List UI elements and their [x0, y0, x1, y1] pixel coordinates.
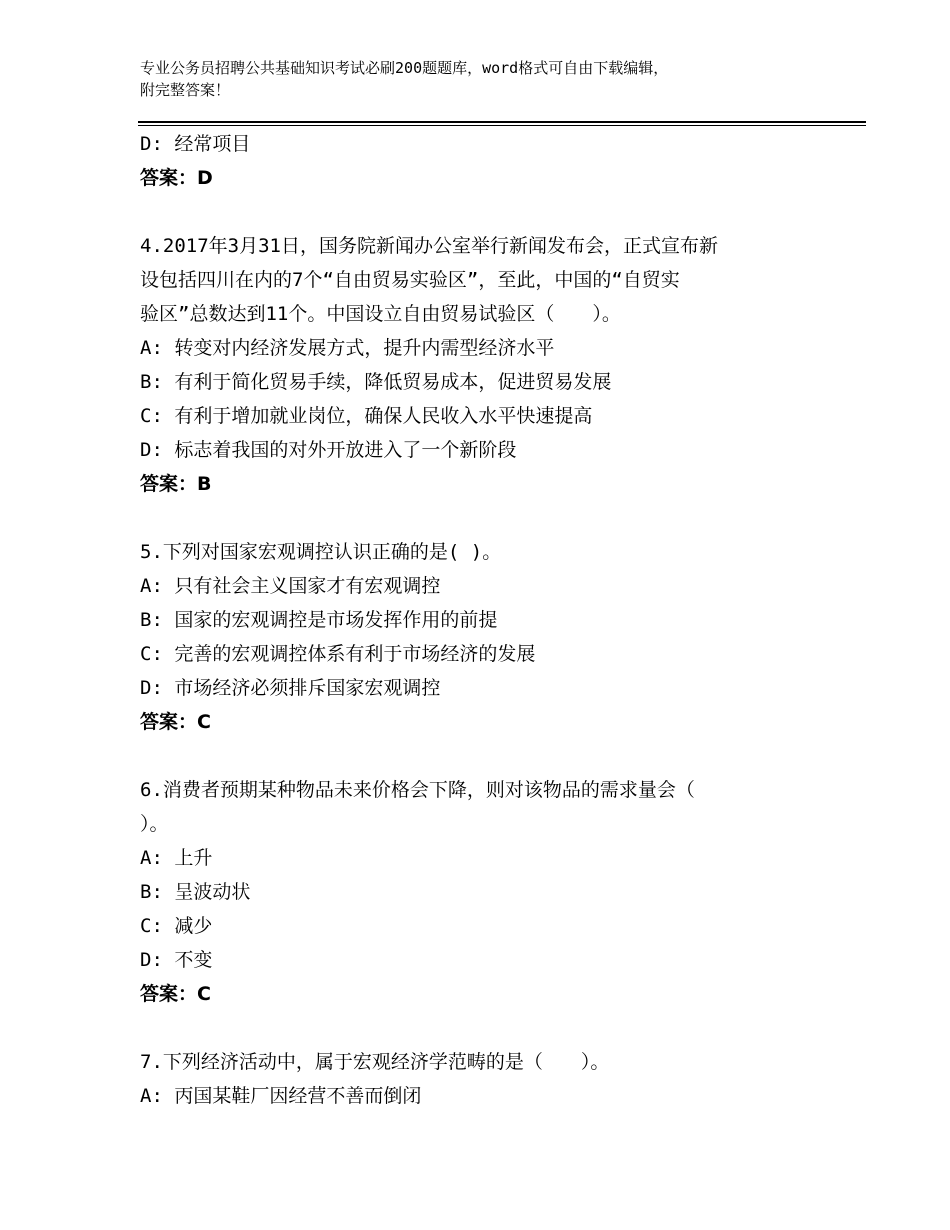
- document-header: [140, 57, 820, 101]
- q5-option-a: A: 只有社会主义国家才有宏观调控: [140, 575, 441, 597]
- q5-option-c: C: 完善的宏观调控体系有利于市场经济的发展: [140, 643, 536, 665]
- q6-option-a: A: 上升: [140, 847, 213, 869]
- q5-option-b: B: 国家的宏观调控是市场发挥作用的前提: [140, 609, 498, 631]
- header-line-2: 附完整答案！: [140, 81, 231, 99]
- header-line-1: 专业公务员招聘公共基础知识考试必刷200题题库，word格式可自由下载编辑，: [140, 59, 669, 77]
- q3-option-d: D: 经常项目: [140, 133, 251, 155]
- q5-text-line-1: 5.下列对国家宏观调控认识正确的是( )。: [140, 541, 502, 563]
- q4-option-d: D: 标志着我国的对外开放进入了一个新阶段: [140, 439, 517, 461]
- q4-option-b: B: 有利于简化贸易手续，降低贸易成本，促进贸易发展: [140, 371, 612, 393]
- q6-option-b: B: 呈波动状: [140, 881, 251, 903]
- header-rule-thick: [138, 121, 866, 123]
- header-rule-thin: [138, 125, 866, 126]
- q5-option-d: D: 市场经济必须排斥国家宏观调控: [140, 677, 441, 699]
- document-body: [140, 127, 810, 1113]
- q4-option-a: A: 转变对内经济发展方式，提升内需型经济水平: [140, 337, 555, 359]
- spacer: [140, 195, 810, 229]
- spacer: [140, 739, 810, 773]
- q4-text-line-3: 验区”总数达到11个。中国设立自由贸易试验区（ ）。: [140, 303, 621, 325]
- q5-answer: 答案：C: [140, 711, 211, 733]
- q4-option-c: C: 有利于增加就业岗位，确保人民收入水平快速提高: [140, 405, 593, 427]
- q4-answer: 答案：B: [140, 473, 212, 495]
- q6-option-c: C: 减少: [140, 915, 213, 937]
- spacer: [140, 501, 810, 535]
- q6-text-line-2: ）。: [140, 813, 169, 835]
- q7-option-a: A: 丙国某鞋厂因经营不善而倒闭: [140, 1085, 422, 1107]
- q4-text-line-2: 设包括四川在内的7个“自由贸易实验区”，至此，中国的“自贸实: [140, 269, 680, 291]
- q6-answer: 答案：C: [140, 983, 211, 1005]
- q7-text-line-1: 7.下列经济活动中，属于宏观经济学范畴的是（ ）。: [140, 1051, 610, 1073]
- q4-text-line-1: 4.2017年3月31日，国务院新闻办公室举行新闻发布会，正式宣布新: [140, 235, 718, 257]
- q6-text-line-1: 6.消费者预期某种物品未来价格会下降，则对该物品的需求量会（: [140, 779, 695, 801]
- q3-answer: 答案：D: [140, 167, 213, 189]
- q6-option-d: D: 不变: [140, 949, 213, 971]
- spacer: [140, 1011, 810, 1045]
